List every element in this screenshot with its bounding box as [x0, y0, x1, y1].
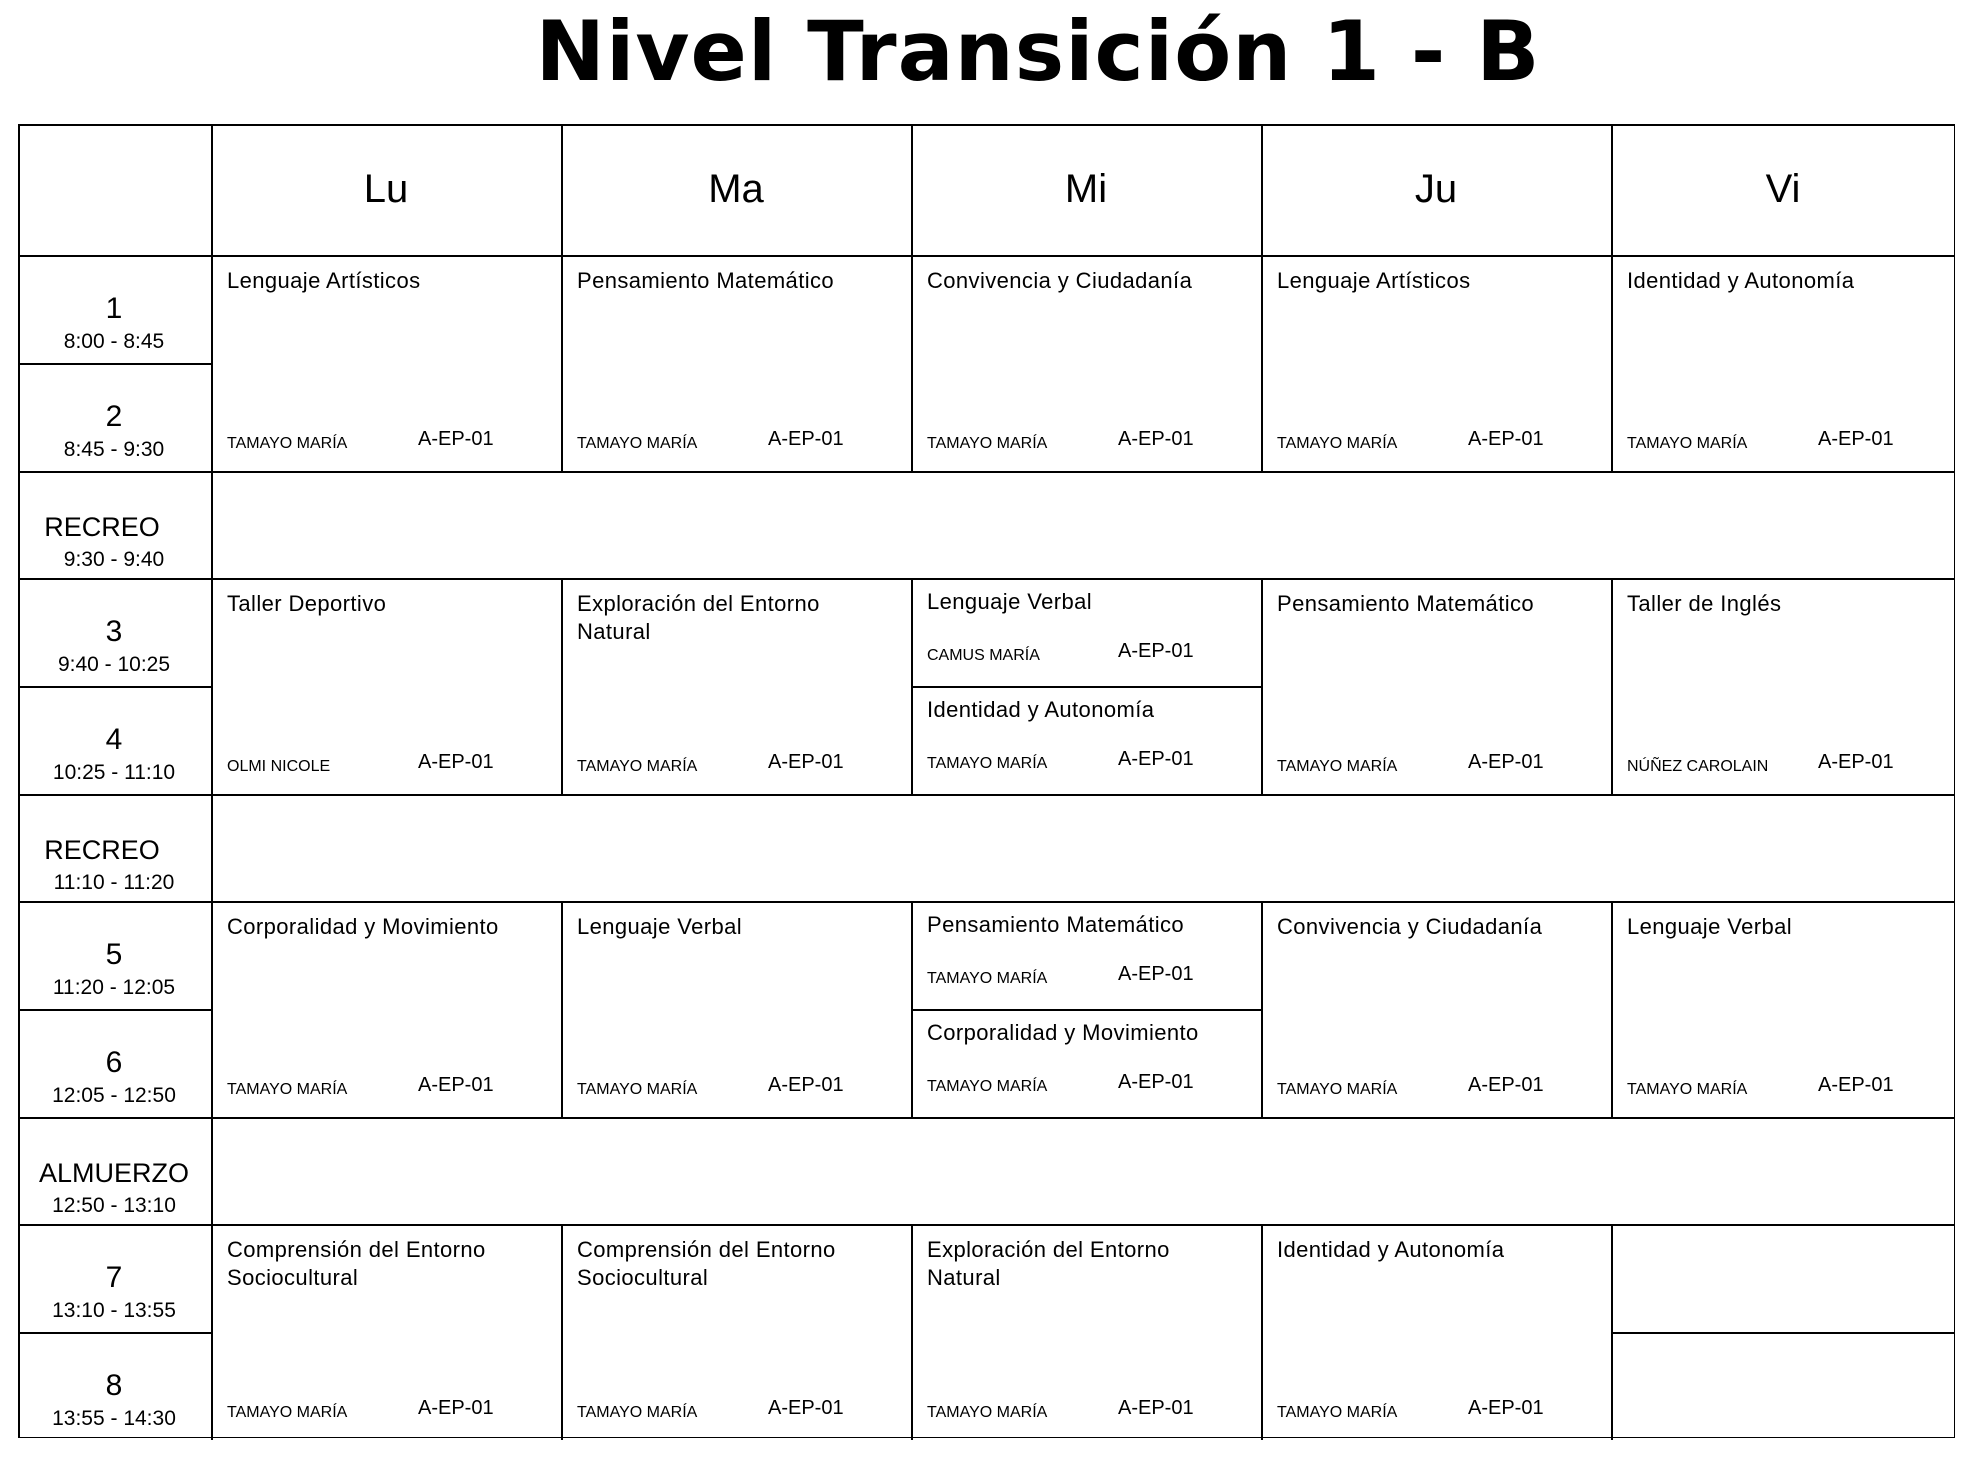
grid-line — [1261, 578, 1263, 794]
subject-name: Lenguaje Artísticos — [1277, 268, 1471, 293]
grid-line — [18, 1224, 1955, 1226]
grid-line — [18, 363, 211, 365]
subject-name: Pensamiento Matemático — [1277, 591, 1535, 616]
grid-line — [211, 794, 213, 901]
teacher-name: TAMAYO MARÍA — [927, 1404, 1048, 1421]
grid-line — [18, 1117, 1955, 1119]
grid-line — [18, 1332, 211, 1334]
break-time: 11:10 - 11:20 — [53, 871, 175, 894]
subject-name: Taller de Inglés — [1627, 591, 1782, 616]
subject-name: Taller Deportivo — [227, 591, 387, 616]
grid-line — [211, 1117, 213, 1224]
teacher-name: TAMAYO MARÍA — [1277, 1404, 1398, 1421]
period-time: 10:25 - 11:10 — [52, 761, 176, 784]
day-header-ma: Ma — [708, 167, 764, 211]
break-label: ALMUERZO — [38, 1158, 190, 1188]
subject-name: Convivencia y Ciudadanía — [927, 268, 1193, 293]
room-code: A-EP-01 — [1118, 428, 1194, 450]
teacher-name: TAMAYO MARÍA — [577, 1081, 698, 1098]
room-code: A-EP-01 — [768, 751, 844, 773]
grid-line — [1611, 1332, 1955, 1334]
grid-line — [211, 1224, 213, 1440]
period-number: 1 — [105, 292, 123, 325]
teacher-name: TAMAYO MARÍA — [577, 435, 698, 452]
room-code: A-EP-01 — [768, 1074, 844, 1096]
break-time: 12:50 - 13:10 — [52, 1194, 176, 1217]
period-number: 3 — [105, 615, 123, 648]
grid-line — [1611, 901, 1613, 1117]
day-header-vi: Vi — [1765, 167, 1801, 211]
period-time: 8:45 - 9:30 — [63, 438, 165, 461]
subject-name: Exploración del Entorno Natural — [577, 591, 820, 644]
teacher-name: TAMAYO MARÍA — [1277, 1081, 1398, 1098]
subject-name: Corporalidad y Movimiento — [927, 1020, 1199, 1045]
period-number: 5 — [105, 938, 123, 971]
subject-name: Lenguaje Verbal — [927, 589, 1093, 614]
teacher-name: TAMAYO MARÍA — [1277, 435, 1398, 452]
room-code: A-EP-01 — [1118, 640, 1194, 662]
room-code: A-EP-01 — [1118, 1071, 1194, 1093]
grid-line — [18, 1009, 211, 1011]
grid-line — [211, 578, 213, 794]
room-code: A-EP-01 — [1818, 751, 1894, 773]
grid-line — [18, 901, 1955, 903]
subject-name: Comprensión del Entorno Sociocultural — [577, 1237, 836, 1290]
grid-line — [1261, 1224, 1263, 1440]
period-time: 13:10 - 13:55 — [52, 1299, 176, 1322]
room-code: A-EP-01 — [418, 751, 494, 773]
grid-line — [911, 255, 913, 471]
grid-line — [18, 124, 1955, 126]
grid-line — [911, 1224, 913, 1440]
teacher-name: TAMAYO MARÍA — [927, 970, 1048, 987]
grid-line — [18, 686, 211, 688]
room-code: A-EP-01 — [1468, 1074, 1544, 1096]
room-code: A-EP-01 — [418, 1397, 494, 1419]
room-code: A-EP-01 — [1118, 1397, 1194, 1419]
grid-line — [211, 901, 213, 1117]
grid-line — [1261, 255, 1263, 471]
grid-line — [561, 1224, 563, 1440]
room-code: A-EP-01 — [1468, 428, 1544, 450]
grid-line — [911, 1009, 1261, 1011]
period-number: 7 — [105, 1261, 123, 1294]
day-header-lu: Lu — [363, 167, 409, 211]
teacher-name: TAMAYO MARÍA — [227, 1081, 348, 1098]
teacher-name: TAMAYO MARÍA — [927, 435, 1048, 452]
grid-line — [18, 794, 1955, 796]
room-code: A-EP-01 — [418, 428, 494, 450]
room-code: A-EP-01 — [1468, 751, 1544, 773]
teacher-name: NÚÑEZ CAROLAIN — [1627, 758, 1769, 775]
room-code: A-EP-01 — [1118, 963, 1194, 985]
break-label: RECREO — [44, 512, 160, 542]
period-time: 8:00 - 8:45 — [63, 330, 165, 353]
teacher-name: TAMAYO MARÍA — [927, 1078, 1048, 1095]
grid-line — [911, 686, 1261, 688]
break-label: RECREO — [44, 835, 160, 865]
period-time: 13:55 - 14:30 — [52, 1407, 176, 1430]
period-number: 8 — [105, 1369, 123, 1402]
day-header-ju: Ju — [1414, 167, 1458, 211]
subject-name: Convivencia y Ciudadanía — [1277, 914, 1543, 939]
grid-line — [18, 1437, 1955, 1439]
grid-line — [18, 255, 1955, 257]
room-code: A-EP-01 — [1818, 1074, 1894, 1096]
grid-line — [18, 471, 1955, 473]
subject-name: Identidad y Autonomía — [1627, 268, 1855, 293]
teacher-name: TAMAYO MARÍA — [1627, 1081, 1748, 1098]
grid-line — [1954, 124, 1956, 1438]
schedule-table — [18, 124, 1955, 1438]
grid-line — [561, 901, 563, 1117]
grid-line — [1611, 578, 1613, 794]
period-time: 9:40 - 10:25 — [57, 653, 171, 676]
teacher-name: TAMAYO MARÍA — [227, 1404, 348, 1421]
grid-line — [561, 578, 563, 794]
period-number: 4 — [105, 723, 123, 756]
teacher-name: OLMI NICOLE — [227, 758, 331, 775]
teacher-name: TAMAYO MARÍA — [577, 1404, 698, 1421]
grid-line — [561, 255, 563, 471]
grid-line — [1611, 255, 1613, 471]
period-time: 11:20 - 12:05 — [52, 976, 176, 999]
subject-name: Lenguaje Verbal — [1627, 914, 1793, 939]
teacher-name: TAMAYO MARÍA — [1277, 758, 1398, 775]
room-code: A-EP-01 — [768, 428, 844, 450]
teacher-name: TAMAYO MARÍA — [227, 435, 348, 452]
subject-name: Identidad y Autonomía — [1277, 1237, 1505, 1262]
period-number: 6 — [105, 1046, 123, 1079]
teacher-name: TAMAYO MARÍA — [927, 755, 1048, 772]
period-time: 12:05 - 12:50 — [52, 1084, 176, 1107]
subject-name: Identidad y Autonomía — [927, 697, 1155, 722]
day-header-mi: Mi — [1064, 167, 1108, 211]
subject-name: Comprensión del Entorno Sociocultural — [227, 1237, 486, 1290]
grid-line — [211, 471, 213, 578]
break-time: 9:30 - 9:40 — [63, 548, 165, 571]
subject-name: Lenguaje Artísticos — [227, 268, 421, 293]
teacher-name: TAMAYO MARÍA — [577, 758, 698, 775]
room-code: A-EP-01 — [1118, 748, 1194, 770]
grid-line — [18, 578, 1955, 580]
room-code: A-EP-01 — [418, 1074, 494, 1096]
teacher-name: CAMUS MARÍA — [927, 647, 1040, 664]
subject-name: Pensamiento Matemático — [577, 268, 835, 293]
period-number: 2 — [105, 400, 123, 433]
room-code: A-EP-01 — [1818, 428, 1894, 450]
room-code: A-EP-01 — [1468, 1397, 1544, 1419]
teacher-name: TAMAYO MARÍA — [1627, 435, 1748, 452]
subject-name: Lenguaje Verbal — [577, 914, 743, 939]
subject-name: Exploración del Entorno Natural — [927, 1237, 1170, 1290]
grid-line — [1261, 901, 1263, 1117]
subject-name: Pensamiento Matemático — [927, 912, 1185, 937]
room-code: A-EP-01 — [768, 1397, 844, 1419]
grid-line — [211, 255, 213, 471]
page-title: Nivel Transición 1 - B — [535, 3, 1541, 100]
subject-name: Corporalidad y Movimiento — [227, 914, 499, 939]
